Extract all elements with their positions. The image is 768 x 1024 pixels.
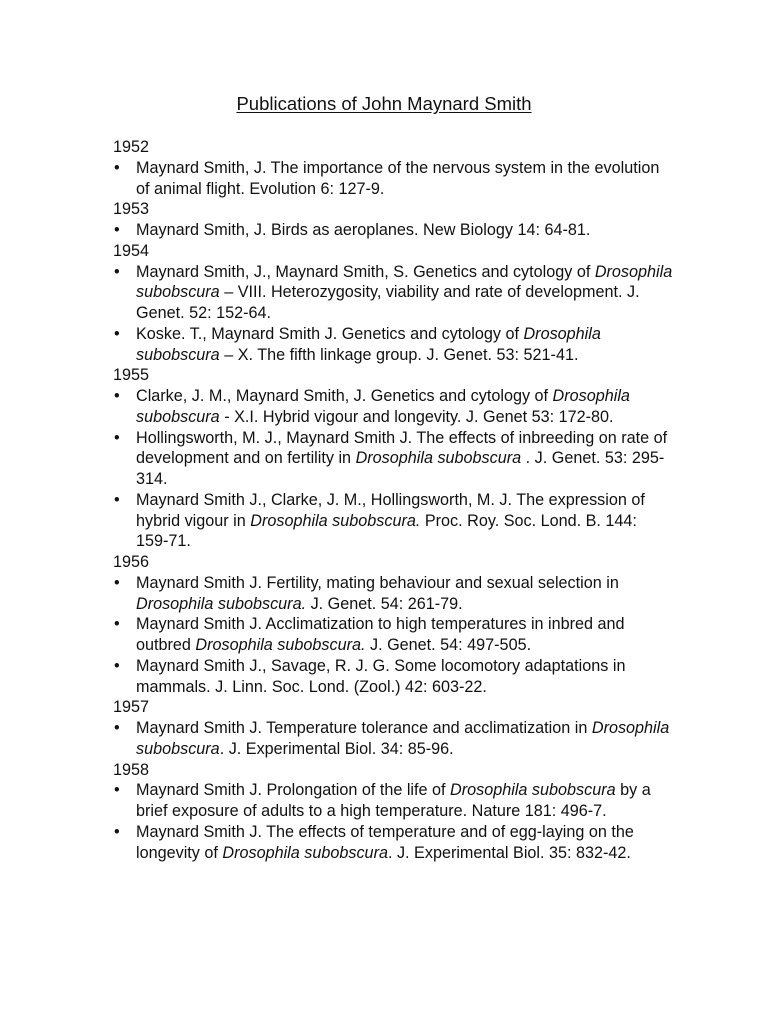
species-name-italic: Drosophila subobscura (136, 387, 630, 426)
citation-text: Maynard Smith J. Temperature tolerance and acclimatization in (136, 719, 592, 737)
publication-entry (113, 386, 673, 428)
citation-text: Maynard Smith J. Acclimatization to high temperatures in inbred and outbred (136, 615, 625, 654)
bullet-icon: • (114, 615, 120, 634)
publication-entry (113, 573, 673, 615)
species-name-italic: Drosophila subobscura (355, 449, 522, 468)
citation-text: Maynard Smith, J., Maynard Smith, S. Genetics and cytology of (136, 262, 595, 281)
bullet-icon: • (114, 573, 120, 592)
citation-text: - X.I. Hybrid vigour and longevity. J. Genet 53: 172-80. (219, 407, 614, 426)
year-heading: 1958 (113, 760, 150, 779)
bullet-icon: • (114, 387, 120, 405)
publication-entry (113, 780, 673, 822)
citation-text: J. Genet. 54: 261-79. (306, 594, 463, 613)
page-title-text: Publications of John Maynard Smith (236, 93, 532, 114)
publication-entry (113, 428, 673, 490)
publication-entry (113, 324, 673, 366)
citation-text: Maynard Smith J. Prolongation of the life of (136, 781, 451, 800)
citation-text: Maynard Smith, J. Birds as aeroplanes. New Biology 14: 64-81. (136, 221, 591, 239)
citation-text: Maynard Smith J., Clarke, J. M., Hollingsworth, M. J. The expression of hybrid vigour in (136, 490, 645, 530)
publication-entry (113, 614, 673, 656)
bullet-icon: • (114, 324, 120, 343)
year-heading: 1956 (113, 553, 150, 571)
publication-entry (113, 158, 673, 200)
publication-entry (113, 718, 673, 760)
citation-text: by a brief exposure of adults to a high temperature. Nature 181: 496-7. (136, 781, 651, 820)
publication-entry (113, 656, 673, 698)
species-name-italic: Drosophila subobscura (222, 843, 388, 862)
citation-text: Proc. Roy. Soc. Lond. B. 144: 159-71. (136, 511, 637, 551)
year-heading: 1954 (113, 241, 150, 260)
citation-text: . J. Genet. 53: 295-314. (136, 449, 665, 488)
bullet-icon: • (114, 262, 120, 281)
publication-entry (113, 490, 673, 552)
bullet-icon: • (114, 428, 120, 447)
species-name-italic: Drosophila subobscura. (250, 511, 421, 530)
year-heading: 1955 (113, 366, 150, 385)
species-name-italic: Drosophila subobscura (136, 262, 673, 302)
bullet-icon: • (114, 719, 120, 737)
publication-entry (113, 262, 673, 324)
citation-text: . J. Experimental Biol. 34: 85-96. (219, 739, 454, 758)
page-title (0, 92, 768, 116)
species-name-italic: Drosophila subobscura (136, 324, 601, 364)
citation-text: – X. The fifth linkage group. J. Genet. 53: 521-41. (219, 345, 579, 364)
citation-text: Maynard Smith J., Savage, R. J. G. Some locomotory adaptations in mammals. J. Linn. Soc. Lond. (Zool.) 42: 603-22. (136, 656, 626, 696)
citation-text: Koske. T., Maynard Smith J. Genetics and cytology of (136, 324, 524, 343)
bullet-icon: • (114, 656, 120, 675)
publication-entry (113, 822, 673, 864)
citation-text: – VIII. Heterozygosity, viability and rate of development. J. Genet. 52: 152-64. (136, 283, 640, 322)
year-heading: 1957 (113, 698, 150, 717)
bullet-icon: • (114, 158, 120, 177)
species-name-italic: Drosophila subobscura (450, 781, 616, 800)
year-heading: 1952 (113, 138, 150, 156)
bullet-icon: • (114, 490, 120, 509)
citation-text: Hollingsworth, M. J., Maynard Smith J. The effects of inbreeding on rate of development and on fertility in (136, 428, 668, 468)
citation-text: Maynard Smith J. The effects of temperature and of egg-laying on the longevity of (136, 822, 634, 862)
species-name-italic: Drosophila subobscura. (136, 594, 307, 613)
species-name-italic: Drosophila subobscura. (195, 636, 366, 654)
species-name-italic: Drosophila subobscura (136, 719, 670, 758)
bullet-icon: • (114, 781, 120, 800)
citation-text: Maynard Smith J. Fertility, mating behaviour and sexual selection in (136, 573, 619, 592)
bullet-icon: • (114, 822, 120, 841)
publication-entry (113, 220, 673, 241)
publication-list (113, 137, 673, 863)
bullet-icon: • (114, 221, 120, 239)
citation-text: . J. Experimental Biol. 35: 832-42. (387, 843, 631, 862)
citation-text: Clarke, J. M., Maynard Smith, J. Genetics and cytology of (136, 387, 553, 405)
citation-text: J. Genet. 54: 497-505. (365, 636, 532, 654)
year-heading: 1953 (113, 200, 150, 219)
citation-text: Maynard Smith, J. The importance of the nervous system in the evolution of animal flight. Evolution 6: 127-9. (136, 158, 660, 198)
